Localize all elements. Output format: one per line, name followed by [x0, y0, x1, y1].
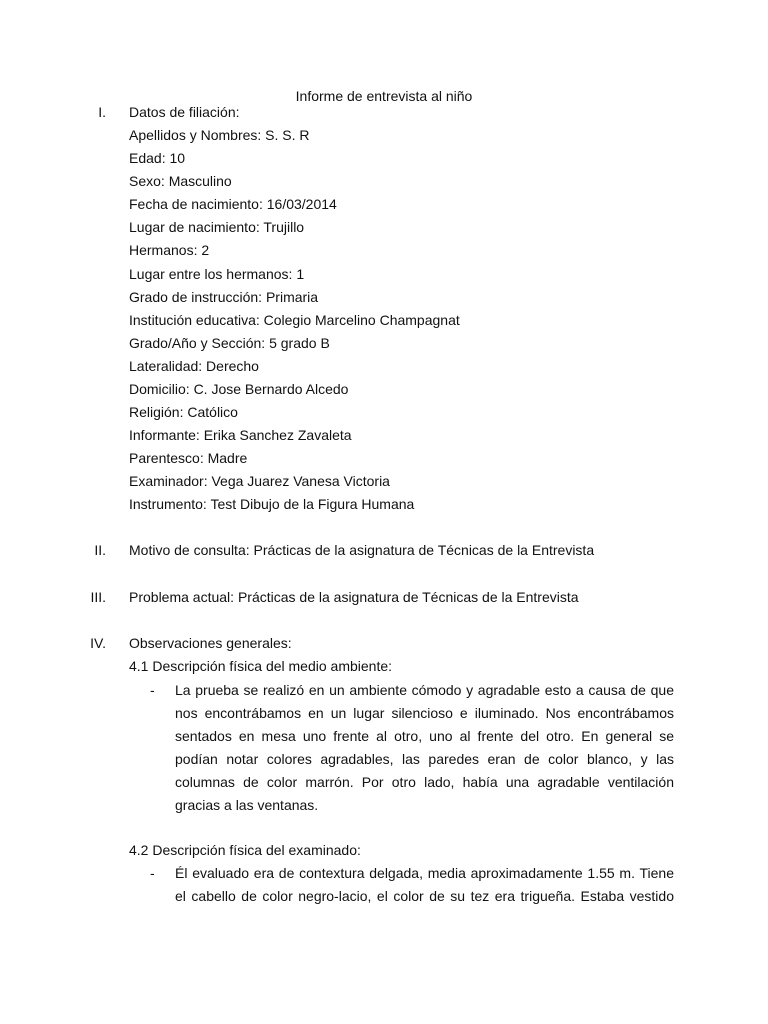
subsection-4-1-heading: 4.1 Descripción física del medio ambiente: [129, 658, 393, 674]
bullet-dash: - [150, 865, 155, 881]
section-4-numeral: IV. [90, 635, 106, 651]
section-2-motivo: Motivo de consulta: Prácticas de la asignatura de Técnicas de la Entrevista [129, 542, 595, 558]
field-hermanos: Hermanos: 2 [129, 242, 210, 258]
field-apellidos: Apellidos y Nombres: S. S. R [129, 127, 310, 143]
field-grado-seccion: Grado/Año y Sección: 5 grado B [129, 335, 330, 351]
section-1-heading: Datos de filiación: [129, 104, 240, 120]
ambiente-paragraph: La prueba se realizó en un ambiente cómodo y agradable esto a causa de que nos encontrábamos en un lugar silencioso e iluminado. Nos encontrábamos sentados en mesa uno frente al otro, uno al frente del otro. En general se podían notar colores agradables, las paredes eran de color blanco, y las columnas de color marrón. Por otro lado, había una agradable ventilación gracias a las ventanas. [175, 682, 674, 813]
field-lugar-hermanos: Lugar entre los hermanos: 1 [129, 266, 305, 282]
field-parentesco: Parentesco: Madre [129, 450, 248, 466]
field-sexo: Sexo: Masculino [129, 173, 232, 189]
examinado-paragraph: Él evaluado era de contextura delgada, media aproximadamente 1.55 m. Tiene el cabello de color negro-lacio, el color de su tez era trigueña. Estaba vestido [175, 865, 674, 904]
field-religion: Religión: Católico [129, 404, 238, 420]
field-lugar-nacimiento: Lugar de nacimiento: Trujillo [129, 219, 305, 235]
bullet-dash: - [150, 682, 155, 698]
field-fecha-nacimiento: Fecha de nacimiento: 16/03/2014 [129, 196, 337, 212]
field-institucion: Institución educativa: Colegio Marcelino Champagnat [129, 312, 460, 328]
section-3-problema: Problema actual: Prácticas de la asignatura de Técnicas de la Entrevista [129, 589, 579, 605]
field-edad: Edad: 10 [129, 150, 186, 166]
field-grado-instruccion: Grado de instrucción: Primaria [129, 289, 319, 305]
section-4-heading: Observaciones generales: [129, 635, 292, 651]
section-1-numeral: I. [98, 104, 106, 120]
section-2-numeral: II. [94, 542, 106, 558]
field-examinador: Examinador: Vega Juarez Vanesa Victoria [129, 473, 390, 489]
subsection-4-2-heading: 4.2 Descripción física del examinado: [129, 842, 361, 858]
field-informante: Informante: Erika Sanchez Zavaleta [129, 427, 352, 443]
field-instrumento: Instrumento: Test Dibujo de la Figura Humana [129, 496, 415, 512]
field-lateralidad: Lateralidad: Derecho [129, 358, 259, 374]
section-3-numeral: III. [90, 589, 106, 605]
field-domicilio: Domicilio: C. Jose Bernardo Alcedo [129, 381, 349, 397]
document-title: Informe de entrevista al niño [295, 88, 473, 104]
